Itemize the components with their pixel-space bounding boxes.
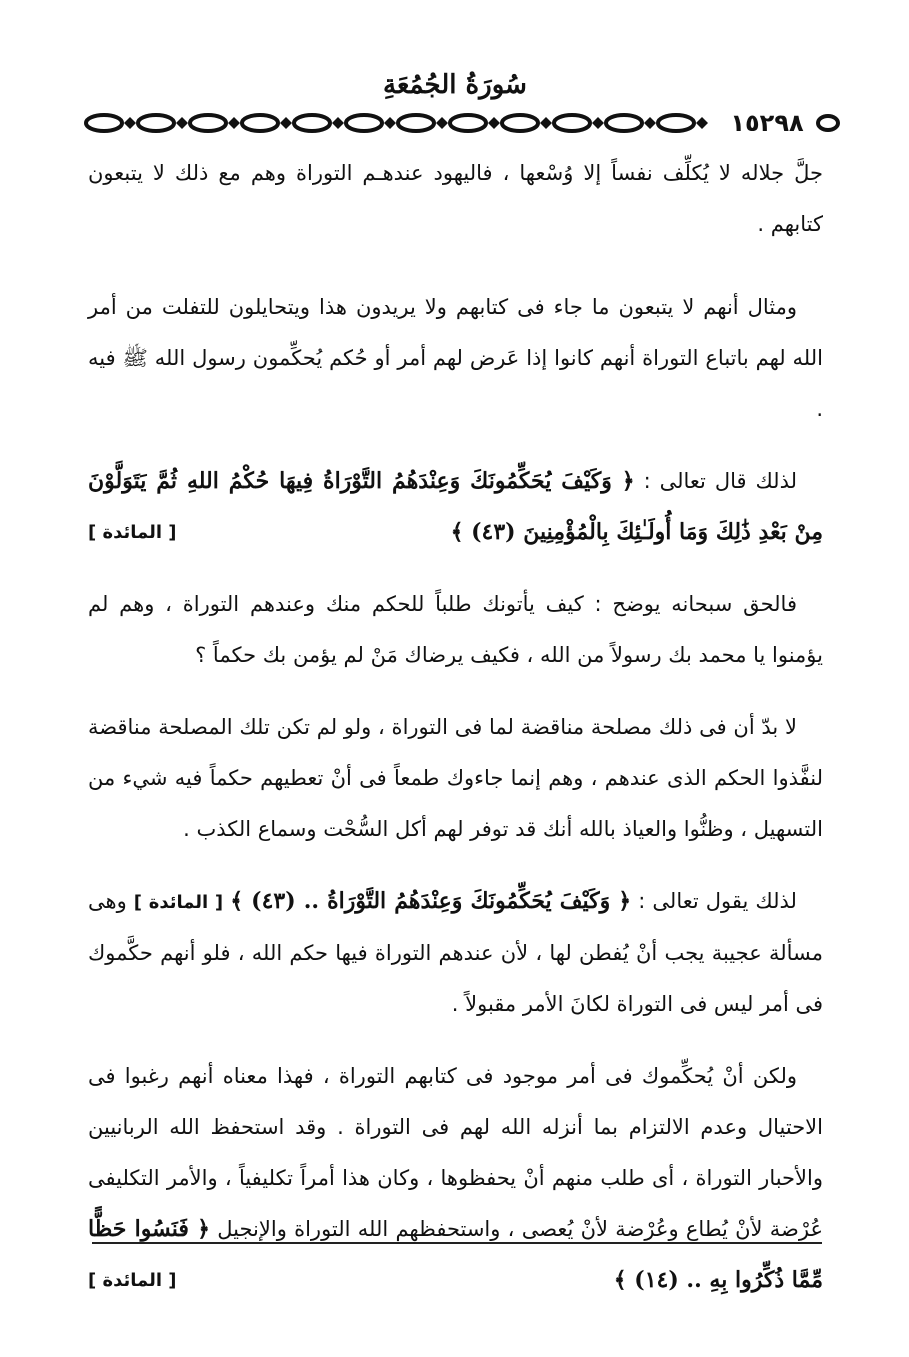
quran-verse: ﴿ وَكَيْفَ يُحَكِّمُونَكَ وَعِنْدَهُمُ التَّوْرَاةُ .. (٤٣) ﴾ bbox=[230, 888, 632, 914]
page-number bbox=[712, 108, 822, 138]
verse-reference: [ المائدة ] bbox=[88, 522, 177, 543]
paragraph-7 bbox=[88, 1051, 823, 1306]
page-number-ornament bbox=[816, 114, 840, 132]
paragraph-5: لا بدّ أن فى ذلك مصلحة مناقضة لما فى التوراة ، ولو لم تكن تلك المصلحة مناقضة لنفَّذوا الحكم الذى عندهم ، وهم إنما جاءوك طمعاً فى أنْ تعطيهم حكماً فيه شيء من التسهيل ، وظنُّوا والعياذ بالله أنك قد توفر لهم أكل السُّحْت وسماع الكذب . bbox=[88, 715, 823, 841]
paragraph-3-intro: لذلك قال تعالى : bbox=[643, 469, 797, 493]
paragraph-1: جلَّ جلاله لا يُكلِّف نفساً إلا وُسْعها ، فاليهود عندهـم التوراة وهم مع ذلك لا يتبعون كتابهم . bbox=[88, 161, 823, 236]
footer-divider bbox=[92, 1242, 822, 1244]
paragraph-2: ومثال أنهم لا يتبعون ما جاء فى كتابهم ولا يريدون هذا ويتحايلون للتفلت من أمر الله لهم باتباع التوراة أنهم كانوا إذا عَرض لهم أمر أو حُكم يُحكِّمون رسول الله ﷺ فيه . bbox=[88, 295, 823, 421]
paragraph-6-intro: لذلك يقول تعالى : bbox=[638, 889, 797, 913]
paragraph-4: فالحق سبحانه يوضح : كيف يأتونك طلباً للحكم منك وعندهم التوراة ، وهم لم يؤمنوا يا محمد بك رسولاً من الله ، فكيف يرضاك مَنْ لم يؤمن بك حكماً ؟ bbox=[88, 592, 823, 667]
paragraph-6-rest: وهى مسألة عجيبة يجب أنْ يُفطن لها ، لأن عندهم التوراة فيها حكم الله ، فلو أنهم حكَّموك فى أمر ليس فى التوراة لكانَ الأمر مقبولاً . bbox=[88, 889, 823, 1016]
verse-reference: [ المائدة ] bbox=[133, 892, 224, 913]
quran-verse: ﴿ فَنَسُوا حَظًّا مِّمَّا ذُكِّرُوا بِهِ .. (١٤) ﴾ bbox=[88, 1216, 823, 1293]
paragraph-7-text: ولكن أنْ يُحكِّموك فى أمر موجود فى كتابهم التوراة ، فهذا معناه أنهم رغبوا فى الاحتيال وعدم الالتزام بما أنزله الله لهم فى التوراة . وقد استحفظ الله الربانيين والأحبار التوراة ، أى طلب منهم أنْ يحفظوها ، وكان هذا أمراً تكليفياً ، والأمر التكليفى عُرْضة لأنْ يُطاع وعُرْضة لأنْ يُعصى ، واستحفظهم الله التوراة والإنجيل bbox=[88, 1064, 823, 1241]
body-text bbox=[88, 148, 823, 1327]
surah-title: سُورَةُ الجُمُعَةِ bbox=[383, 70, 527, 100]
quran-verse: ﴿ وَكَيْفَ يُحَكِّمُونَكَ وَعِنْدَهُمُ التَّوْرَاةُ فِيهَا حُكْمُ اللهِ ثُمَّ يَتَوَلَّوْنَ مِنْ بَعْدِ ذَٰلِكَ وَمَا أُولَـٰئِكَ بِالْمُؤْمِنِينَ (٤٣) ﴾ bbox=[88, 468, 823, 545]
paragraph-6 bbox=[88, 876, 823, 1030]
verse-reference: [ المائدة ] bbox=[88, 1270, 177, 1291]
page-number-text: ١٥٢٩٨ bbox=[730, 109, 804, 137]
chain-ornament bbox=[82, 110, 712, 136]
paragraph-3 bbox=[88, 456, 823, 558]
